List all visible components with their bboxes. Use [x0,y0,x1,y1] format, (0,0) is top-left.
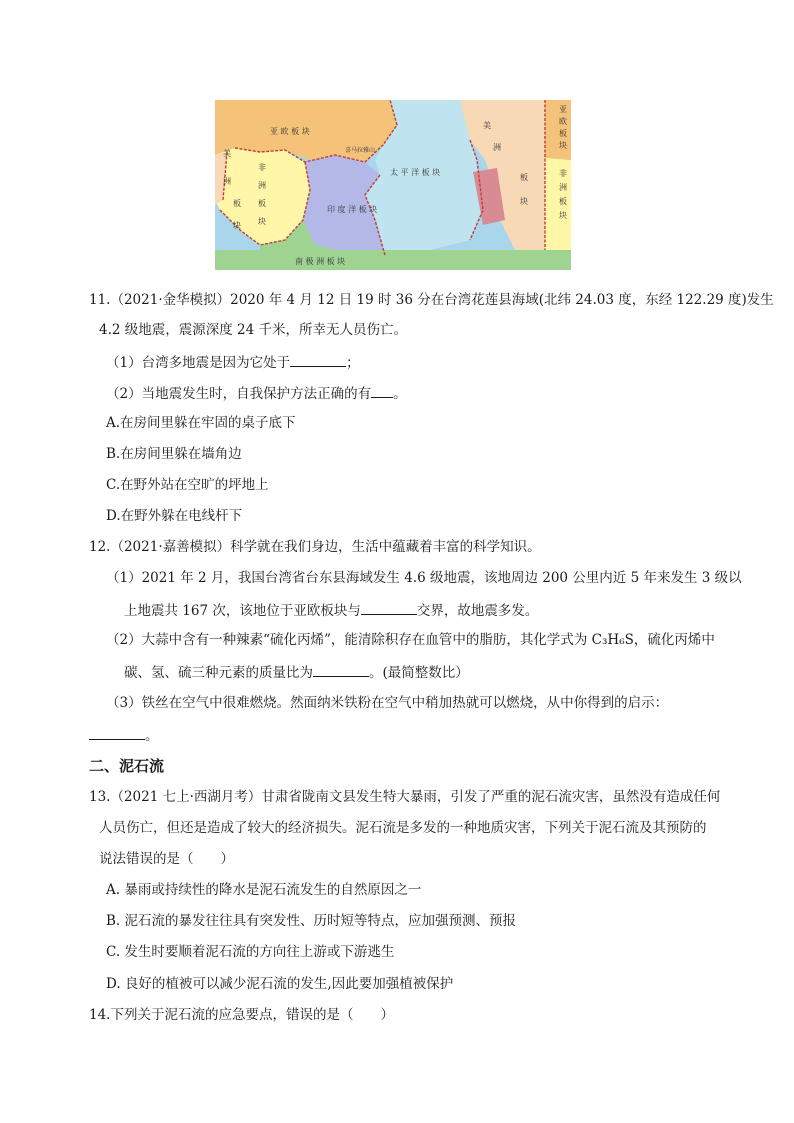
q12-sub3-line2 [89,725,159,745]
label-africa-r1: 非 [559,169,567,178]
label-indian: 印 度 洋 板 块 [327,205,378,214]
q12-sub1-line2-text: 上地震共 167 次，该地位于亚欧板块与 [124,603,361,619]
label-africa-2: 洲 [258,181,266,190]
q13-stem-line2: 人员伤亡，但还是造成了较大的经济损失。泥石流是多发的一种地质灾害，下列关于泥石流及其预防的 [99,820,707,836]
label-asia-r3: 板 [559,129,567,138]
q11-option-a: A.在房间里躲在牢固的桌子底下 [106,415,296,431]
q13-option-b: B. 泥石流的暴发往往具有突发性、历时短等特点，应加强预测、预报 [106,913,517,929]
african-plate-right [545,158,571,250]
q12-sub3-line2-end: 。 [145,728,159,744]
label-antarctic: 南 极 洲 板 块 [295,257,346,266]
label-africa-r3: 板 [559,197,567,206]
label-pacific: 太 平 洋 板 块 [390,168,441,177]
q12-sub2-line2-text: 碳、氢、硫三种元素的质量比为 [124,665,313,681]
label-america-r1: 美 [483,121,491,130]
q12-sub3-blank[interactable] [89,725,145,740]
q11-sub2-blank[interactable] [371,383,393,398]
label-asia-r1: 亚 [559,105,567,114]
label-africa-4: 块 [258,217,266,226]
q12-sub1-blank[interactable] [361,600,417,615]
q12-sub2-line2 [124,662,469,682]
label-africa-1: 非 [258,163,266,172]
label-eurasia: 亚 欧 板 块 [270,127,310,136]
q12-sub2-blank[interactable] [313,662,369,677]
q11-sub1-text: （1）台湾多地震是因为它处于 [106,355,291,371]
label-america-r3: 板 [520,173,528,182]
label-asia-r2: 欧 [559,117,567,126]
label-america-left-1: 美 [223,149,231,158]
q12-sub1-line2 [124,600,538,620]
q11-option-d: D.在野外躲在电线杆下 [106,508,243,524]
q12-sub2-line1: （2）大蒜中含有一种辣素“硫化丙烯”，能清除积存在血管中的脂肪，其化学式为 C₃H₆S，硫化丙烯中 [106,632,715,648]
q11-sub1-blank[interactable] [290,352,346,367]
q12-sub2-line2-end: 。(最简整数比） [369,665,469,681]
label-america-r4: 块 [520,197,528,206]
q13-option-a: A. 暴雨或持续性的降水是泥石流发生的自然原因之一 [106,882,422,898]
q12-stem: 12.（2021·嘉善模拟）科学就在我们身边，生活中蕴藏着丰富的科学知识。 [89,539,541,555]
q11-sub1-end: ； [346,355,360,371]
q13-option-c: C. 发生时要顺着泥石流的方向往上游或下游逃生 [106,944,395,960]
q12-sub1-line1: （1）2021 年 2 月，我国台湾省台东县海域发生 4.6 级地震，该地周边 200 公里内近 5 年来发生 3 级以 [106,570,742,586]
q13-stem-line3: 说法错误的是（ ） [99,851,234,867]
q11-sub2 [106,383,407,403]
q11-option-c: C.在野外站在空旷的坪地上 [106,477,269,493]
label-america-r2: 洲 [493,143,501,152]
eurasian-plate-right [545,100,571,160]
label-africa-r2: 洲 [559,183,567,192]
q12-sub3-line1: （3）铁丝在空气中很难燃烧。然面纳米铁粉在空气中稍加热就可以燃烧，从中你得到的启示： [106,695,669,711]
section-title-mudslide: 二、泥石流 [89,757,165,775]
label-asia-r4: 块 [559,141,567,150]
q11-sub1 [106,352,360,372]
label-america-left-2: 洲 [223,177,231,186]
q11-sub2-end: 。 [393,386,407,402]
q12-sub1-line2-end: 交界，故地震多发。 [416,603,539,619]
q11-stem-line1: 11.（2021·金华模拟）2020 年 4 月 12 日 19 时 36 分在台湾花莲县海域(北纬 24.03 度，东经 122.29 度)发生 [89,292,774,308]
label-himalaya: 喜马拉雅山 [345,147,376,154]
label-africa-r4: 块 [559,211,567,220]
label-africa-3: 板 [258,199,266,208]
label-america-left-4: 块 [233,221,241,230]
q11-sub2-text: （2）当地震发生时，自我保护方法正确的有 [106,386,372,402]
plate-map-image [215,100,571,270]
q11-option-b: B.在房间里躲在墙角边 [106,446,242,462]
q14-stem: 14.下列关于泥石流的应急要点，错误的是（ ） [89,1007,394,1023]
q13-stem-line1: 13.（2021 七上·西湖月考）甘肃省陇南文县发生特大暴雨，引发了严重的泥石流灾害，虽然没有造成任何 [89,789,721,805]
q13-option-d: D. 良好的植被可以减少泥石流的发生,因此要加强植被保护 [106,976,454,992]
q11-stem-line2: 4.2 级地震，震源深度 24 千米，所幸无人员伤亡。 [99,322,408,338]
label-america-left-3: 板 [233,199,241,208]
